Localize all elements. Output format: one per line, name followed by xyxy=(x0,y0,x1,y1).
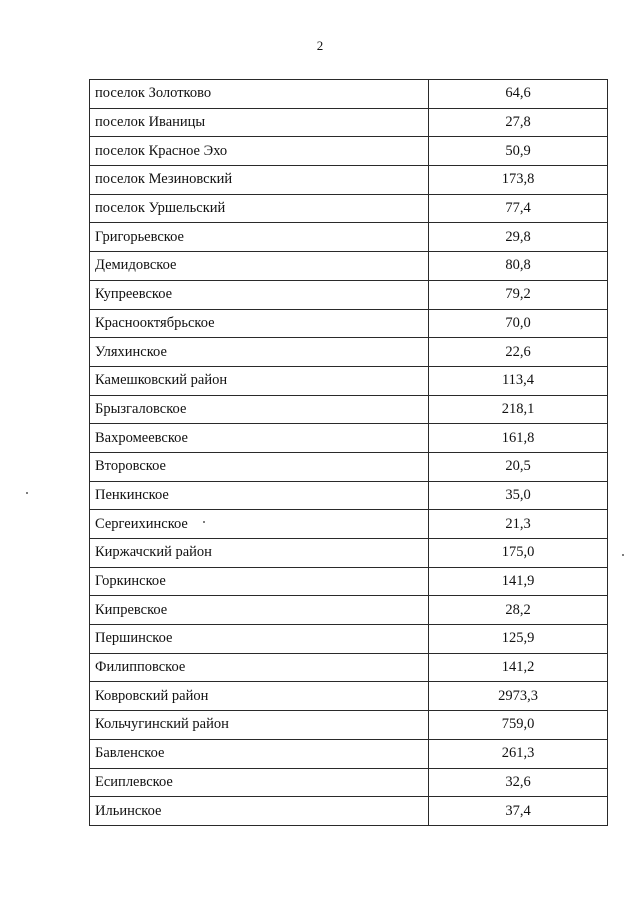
table-row xyxy=(90,166,608,195)
municipality-name-cell: Брызгаловское xyxy=(90,395,429,424)
value-cell: 64,6 xyxy=(429,80,608,109)
scan-speck xyxy=(26,492,28,494)
value-cell: 113,4 xyxy=(429,366,608,395)
value-cell: 261,3 xyxy=(429,739,608,768)
table-row xyxy=(90,194,608,223)
table-row xyxy=(90,395,608,424)
table-row xyxy=(90,338,608,367)
value-cell: 28,2 xyxy=(429,596,608,625)
value-cell: 141,9 xyxy=(429,567,608,596)
municipality-name-cell: Киржачский район xyxy=(90,539,429,568)
value-cell: 32,6 xyxy=(429,768,608,797)
value-cell: 22,6 xyxy=(429,338,608,367)
table-row xyxy=(90,625,608,654)
municipality-name-cell: Ильинское xyxy=(90,797,429,826)
table-row xyxy=(90,682,608,711)
table-row xyxy=(90,797,608,826)
municipality-name-cell: Демидовское xyxy=(90,252,429,281)
table-row xyxy=(90,711,608,740)
page-number: 2 xyxy=(316,38,324,53)
value-cell: 20,5 xyxy=(429,452,608,481)
value-cell: 2973,3 xyxy=(429,682,608,711)
table-row xyxy=(90,567,608,596)
value-cell: 759,0 xyxy=(429,711,608,740)
value-cell: 29,8 xyxy=(429,223,608,252)
municipality-name-cell: Григорьевское xyxy=(90,223,429,252)
value-cell: 125,9 xyxy=(429,625,608,654)
municipality-name-cell: поселок Красное Эхо xyxy=(90,137,429,166)
value-cell: 77,4 xyxy=(429,194,608,223)
municipality-name-cell: Есиплевское xyxy=(90,768,429,797)
table-row xyxy=(90,768,608,797)
municipality-name-cell: Бавленское xyxy=(90,739,429,768)
municipality-name-cell: Ковровский район xyxy=(90,682,429,711)
municipality-name-cell: Кипревское xyxy=(90,596,429,625)
table-row xyxy=(90,452,608,481)
municipality-name-cell: поселок Золотково xyxy=(90,80,429,109)
value-cell: 173,8 xyxy=(429,166,608,195)
table-row xyxy=(90,108,608,137)
table-row xyxy=(90,223,608,252)
value-cell: 50,9 xyxy=(429,137,608,166)
scan-speck xyxy=(203,521,205,523)
municipality-name-cell: Филипповское xyxy=(90,653,429,682)
municipality-name-cell: Краснооктябрьское xyxy=(90,309,429,338)
municipality-name-cell: Кольчугинский район xyxy=(90,711,429,740)
table-row xyxy=(90,481,608,510)
value-cell: 79,2 xyxy=(429,280,608,309)
value-cell: 141,2 xyxy=(429,653,608,682)
municipality-name-cell: поселок Иваницы xyxy=(90,108,429,137)
table-row xyxy=(90,137,608,166)
value-cell: 27,8 xyxy=(429,108,608,137)
municipality-name-cell: Второвское xyxy=(90,452,429,481)
table-row xyxy=(90,539,608,568)
municipality-name-cell: Сергеихинское xyxy=(90,510,429,539)
value-cell: 175,0 xyxy=(429,539,608,568)
data-table xyxy=(89,79,608,826)
value-cell: 37,4 xyxy=(429,797,608,826)
table-row xyxy=(90,309,608,338)
table-row xyxy=(90,596,608,625)
table-row xyxy=(90,252,608,281)
table-row xyxy=(90,510,608,539)
table-row xyxy=(90,739,608,768)
value-cell: 161,8 xyxy=(429,424,608,453)
table-row xyxy=(90,280,608,309)
value-cell: 35,0 xyxy=(429,481,608,510)
value-cell: 70,0 xyxy=(429,309,608,338)
scan-speck xyxy=(622,554,624,556)
municipality-name-cell: поселок Мезиновский xyxy=(90,166,429,195)
municipality-name-cell: Вахромеевское xyxy=(90,424,429,453)
table-body xyxy=(90,80,608,826)
municipality-name-cell: поселок Уршельский xyxy=(90,194,429,223)
value-cell: 21,3 xyxy=(429,510,608,539)
municipality-name-cell: Першинское xyxy=(90,625,429,654)
table-row xyxy=(90,80,608,109)
municipality-name-cell: Камешковский район xyxy=(90,366,429,395)
municipality-name-cell: Уляхинское xyxy=(90,338,429,367)
municipality-name-cell: Горкинское xyxy=(90,567,429,596)
table-row xyxy=(90,653,608,682)
municipality-name-cell: Купреевское xyxy=(90,280,429,309)
table-row xyxy=(90,424,608,453)
value-cell: 218,1 xyxy=(429,395,608,424)
table-row xyxy=(90,366,608,395)
value-cell: 80,8 xyxy=(429,252,608,281)
municipality-name-cell: Пенкинское xyxy=(90,481,429,510)
